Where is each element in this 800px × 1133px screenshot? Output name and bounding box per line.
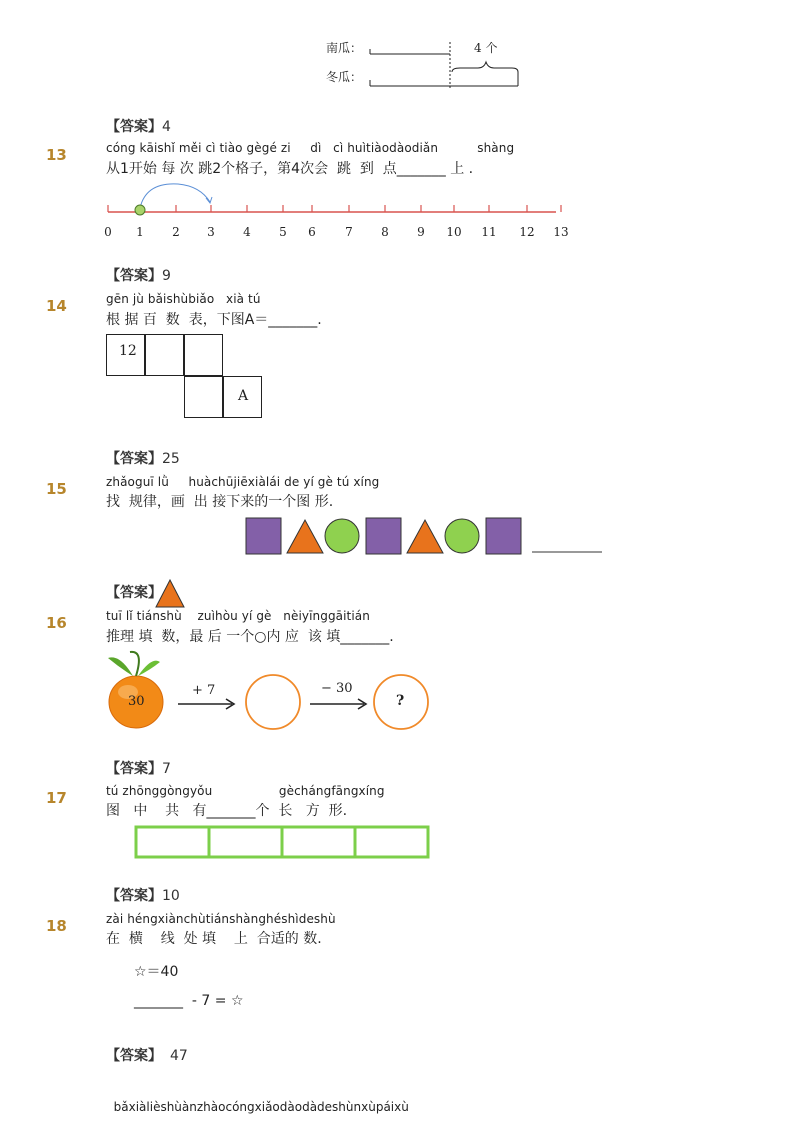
number-line-label: 8 <box>381 225 389 239</box>
orange-triangle <box>287 520 323 553</box>
pinyin-line: zhǎoguī lǜ huàchūjiēxiàlái de yí gè tú xíng <box>106 475 380 489</box>
operation-subtract: − 30 <box>321 681 353 696</box>
grid-cell <box>184 334 223 376</box>
empty-circle <box>246 675 300 729</box>
answer-line: 【答案】4 <box>106 119 171 135</box>
question-text: 找 规律，画 出 接下来的一个图 形. <box>106 494 334 510</box>
answer-triangle <box>154 577 188 609</box>
question-text: 在 横 线 处 填 上 合适的 数. <box>106 931 322 947</box>
unknown-mark: ? <box>396 693 405 709</box>
purple-square <box>486 518 521 554</box>
number-line-label: 13 <box>553 225 569 239</box>
number-line-label: 5 <box>279 225 287 239</box>
question-number: 14 <box>46 297 67 315</box>
green-circle <box>445 519 479 553</box>
start-point <box>135 205 145 215</box>
number-line <box>100 180 580 242</box>
answer-line: 【答案】7 <box>106 761 171 777</box>
answer-line: 【答案】 <box>106 585 162 601</box>
grid-cell-12: 12 <box>106 334 145 376</box>
question-number: 18 <box>46 917 67 935</box>
number-line-label: 4 <box>243 225 251 239</box>
bar-diagram <box>320 36 540 96</box>
start-value: 30 <box>128 694 145 709</box>
number-line-label: 0 <box>104 225 112 239</box>
number-line-label: 7 <box>345 225 353 239</box>
answer-line: 【答案】25 <box>106 451 180 467</box>
reasoning-figure <box>100 648 440 734</box>
number-line-label: 1 <box>136 225 144 239</box>
pinyin-line: gēn jù bǎishùbiǎo xià tú <box>106 292 261 306</box>
grid-cell <box>145 334 184 376</box>
answer-line: 【答案】 47 <box>106 1048 188 1064</box>
cut-off-pinyin: bǎxiàlièshùànzhàocóngxiǎodàodàdeshùnxùpáixù <box>113 1100 409 1114</box>
question-number: 15 <box>46 480 67 498</box>
number-line-label: 12 <box>519 225 535 239</box>
answer-line: 【答案】9 <box>106 268 171 284</box>
difference-label: 4 个 <box>474 41 498 55</box>
operation-add: + 7 <box>192 683 216 698</box>
purple-square <box>246 518 281 554</box>
question-text: 图 中 共 有_______个 长 方 形. <box>106 803 348 819</box>
orange-triangle <box>407 520 443 553</box>
number-line-label: 10 <box>446 225 462 239</box>
pinyin-line: tuī lǐ tiánshù zuìhòu yí gè nèiyīnggāitián <box>106 609 370 623</box>
pinyin-line: zài héngxiànchùtiánshànghéshìdeshù <box>106 912 336 926</box>
number-line-label: 3 <box>207 225 215 239</box>
question-text: 根 据 百 数 表，下图A＝_______. <box>106 312 322 328</box>
grid-cell <box>184 376 223 418</box>
purple-square <box>366 518 401 554</box>
pinyin-line: tú zhōnggòngyǒu gèchángfāngxíng <box>106 784 385 798</box>
number-line-label: 9 <box>417 225 425 239</box>
question-text: 从1开始 每 次 跳2个格子，第4次会 跳 到 点_______ 上 . <box>106 161 474 177</box>
number-line-label: 11 <box>481 225 497 239</box>
green-circle <box>325 519 359 553</box>
question-text: 推理 填 数，最 后 一个○内 应 该 填_______. <box>106 629 394 645</box>
pumpkin-label: 南瓜： <box>326 41 363 55</box>
q12-figure <box>320 36 540 96</box>
equation-star: ☆＝40 <box>134 964 179 980</box>
rectangles-figure <box>132 824 434 862</box>
question-number: 17 <box>46 789 67 807</box>
question-number: 16 <box>46 614 67 632</box>
answer-line: 【答案】10 <box>106 888 180 904</box>
number-line-label: 6 <box>308 225 316 239</box>
question-number: 13 <box>46 146 67 164</box>
number-line-label: 2 <box>172 225 180 239</box>
wintermelon-label: 冬瓜： <box>326 70 363 84</box>
pinyin-line: cóng kāishǐ měi cì tiào gègé zi dì cì huìtiàodàodiǎn shàng <box>106 141 515 155</box>
grid-cell-a: A <box>223 376 262 418</box>
shape-pattern <box>240 514 610 558</box>
equation-blank: _______ - 7 = ☆ <box>134 993 244 1009</box>
